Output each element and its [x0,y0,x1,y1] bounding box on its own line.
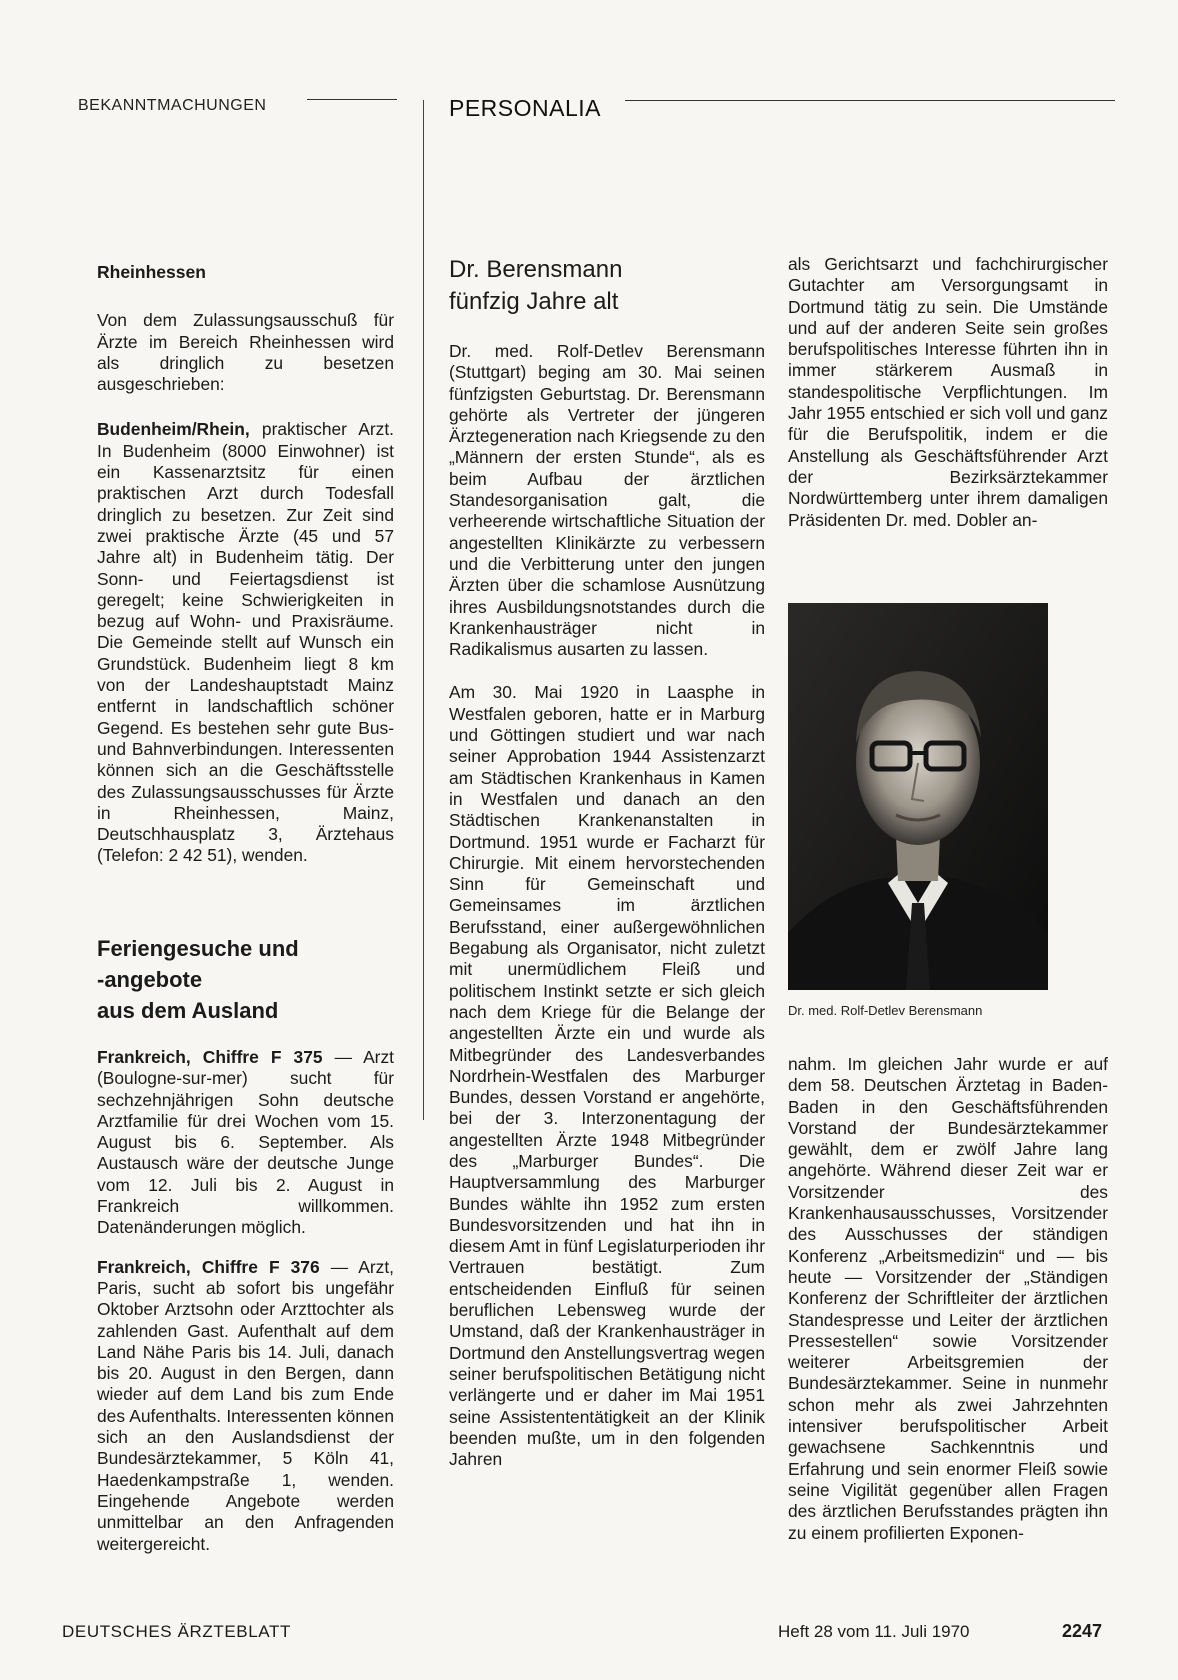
ferien-block [97,933,394,1555]
portrait-illustration [788,603,1048,990]
rheinhessen-intro: Von dem Zulassungsausschuß für Ärzte im Bereich Rheinhessen wird als dringlich zu besetzen ausgeschrieben: [97,310,394,395]
rheinhessen-body-paragraph [97,419,394,866]
ferien-item-2-lead: Frankreich, Chiffre F 376 [97,1256,320,1277]
footer-issue: Heft 28 vom 11. Juli 1970 [778,1622,970,1641]
ferien-item-1 [97,1047,394,1239]
photo-caption: Dr. med. Rolf-Detlev Berensmann [788,1003,983,1018]
ferien-title-line2: -angebote [97,967,203,992]
footer-page-number: 2247 [1062,1621,1103,1641]
ferien-item-1-lead: Frankreich, Chiffre F 375 [97,1047,323,1067]
rheinhessen-block [97,262,394,867]
header-rule-left [307,99,397,100]
article-paragraph-1: Dr. med. Rolf-Detlev Berensmann (Stuttgart) beging am 30. Mai seinen fünfzigsten Geburtstag. Dr. Berensmann gehörte als Vertreter der jüngeren Ärztegeneration nach Kriegsende zu den „Männern der ersten Stunde“, als es beim Aufbau der ärztlichen Standesorganisation galt, die verheerende wirtschaftliche Situation der angestellten Klinikärzte zu verbessern und die Verbitterung unter den jungen Ärzten über die schamlose Ausnützung ihres Ausbildungsnotstandes durch die Krankenhausträger nicht in Radikalismus ausarten zu lassen. [449,341,765,660]
rheinhessen-title: Rheinhessen [97,262,206,282]
article-right-column-top [788,254,1108,531]
rheinhessen-body: praktischer Arzt. In Budenheim (8000 Einwohner) ist ein Kassenarztsitz für einen praktischen Arzt durch Todesfall dringlich zu besetzen. Zur Zeit sind zwei praktische Ärzte (45 und 57 Jahre alt) in Budenheim tätig. Der Sonn- und Feiertagsdienst ist geregelt; keine Schwierigkeiten in bezug auf Wohn- und Praxisräume. Die Gemeinde stellt auf Wunsch ein Grundstück. Budenheim liegt 8 km von der Landeshauptstadt Mainz entfernt in landschaftlich schöner Gegend. Es bestehen sehr gute Bus- und Bahnverbindungen. Interessenten können sich an die Geschäftsstelle des Zulassungsausschusses für Ärzte in Rheinhessen, Mainz, Deutschhausplatz 3, Ärztehaus (Telefon: 2 42 51), wenden. [97,419,394,866]
section-label-personalia: PERSONALIA [449,95,601,121]
ferien-item-2 [97,1257,394,1555]
ferien-title-line1: Feriengesuche und [97,936,299,961]
column-divider [423,100,424,1120]
article-title-line2: fünfzig Jahre alt [449,288,619,315]
section-label-bekanntmachungen: BEKANNTMACHUNGEN [78,97,267,114]
article-paragraph-2: Am 30. Mai 1920 in Laasphe in Westfalen geboren, hatte er in Marburg und Göttingen studiert und war nach seiner Approbation 1944 Assistenzarzt am Städtischen Krankenhaus in Kamen in Westfalen und danach an den Städtischen Krankenanstalten in Dortmund. 1951 wurde er Facharzt für Chirurgie. Mit einem hervorstechenden Sinn für Gemeinschaft und Gemeinsames im ärztlichen Berufsstand, einer außergewöhnlichen Begabung als Organisator, nicht zuletzt mit unermüdlichem Fleiß und politischem Instinkt setzte er sich gleich nach dem Kriege für die Belange der angestellten Ärzte ein und wurde als Mitbegründer des Landesverbandes Nordrhein-Westfalen des Marburger Bundes, dessen Vorstand er angehörte, bei der 3. Interzonentagung der angestellten Ärzte 1948 Mitbegründer des „Marburger Bundes“. Die Hauptversammlung des Marburger Bundes wählte ihn 1952 zum ersten Bundesvorsitzenden und hat ihn in diesem Amt in fünf Legislaturperioden ihr Vertrauen bestätigt. Zum entscheidenden Einfluß für seinen beruflichen Lebensweg wurde der Umstand, daß der Krankenhausträger in Dortmund den Anstellungsvertrag wegen seiner berufspolitischen Betätigung nicht verlängerte und er daher im Mai 1951 seine Assistententätigkeit an der Klinik beenden mußte, um in den folgenden Jahren [449,682,765,1470]
article-paragraph-3: als Gerichtsarzt und fachchirurgischer Gutachter am Versorgungsamt in Dortmund tätig zu sein. Die Umstände und auf der anderen Seite sein großes berufspolitisches Interesse führten ihn in immer stärkerem Ausmaß in standespolitische Verpflichtungen. Im Jahr 1955 entschied er sich voll und ganz für die Berufspolitik, indem er die Anstellung als Geschäftsführender Arzt der Bezirksärztekammer Nordwürttemberg unter ihrem damaligen Präsidenten Dr. med. Dobler an- [788,254,1108,530]
footer-journal-name: DEUTSCHES ÄRZTEBLATT [62,1622,291,1641]
ferien-title-line3: aus dem Ausland [97,998,279,1023]
portrait-photo [788,603,1048,990]
article-right-column-bottom [788,1054,1108,1544]
rheinhessen-lead: Budenheim/Rhein, [97,419,250,440]
article-middle-column [449,254,765,1470]
ferien-item-2-body: — Arzt, Paris, sucht ab sofort bis ungefähr Oktober Arztsohn oder Arzttochter als zahlenden Gast. Aufenthalt auf dem Land Nähe Paris bis 14. Juli, danach bis 20. August in den Bergen, dann wieder auf dem Land bis zum Ende des Aufenthalts. Interessenten können sich an den Auslandsdienst der Bundesärztekammer, 5 Köln 41, Haedenkampstraße 1, wenden. Eingehende Angebote werden unmittelbar an den Anfragenden weitergereicht. [97,1256,394,1554]
ferien-item-1-body: — Arzt (Boulogne-sur-mer) sucht für sechzehnjährigen Sohn deutsche Arztfamilie für drei Wochen vom 15. August bis 6. September. Als Austausch wäre der deutsche Junge vom 12. Juli bis 2. August in Frankreich willkommen. Datenänderungen möglich. [97,1047,394,1238]
article-title-line1: Dr. Berensmann [449,256,623,283]
article-paragraph-4: nahm. Im gleichen Jahr wurde er auf dem 58. Deutschen Ärztetag in Baden-Baden in den Geschäftsführenden Vorstand der Bundesärztekammer gewählt, dem er zwölf Jahre lang angehörte. Während dieser Zeit war er Vorsitzender des Krankenhausausschusses, Vorsitzender des Ausschusses der ständigen Konferenz „Arbeitsmedizin“ und — bis heute — Vorsitzender der „Ständigen Konferenz der Schriftleiter der ärztlichen Standespresse und Leiter der ärztlichen Pressestellen“ sowie Vorsitzender weiterer Arbeitsgremien der Bundesärztekammer. Seine in nunmehr schon mehr als zwei Jahrzehnten intensiver berufspolitischer Arbeit gewachsene Sachkenntnis und Erfahrung und sein enormer Fleiß sowie seine Vigilität gegenüber allen Fragen des ärztlichen Berufsstandes prägten ihn zu einem profilierten Exponen- [788,1054,1108,1543]
header-rule-right [625,100,1115,101]
